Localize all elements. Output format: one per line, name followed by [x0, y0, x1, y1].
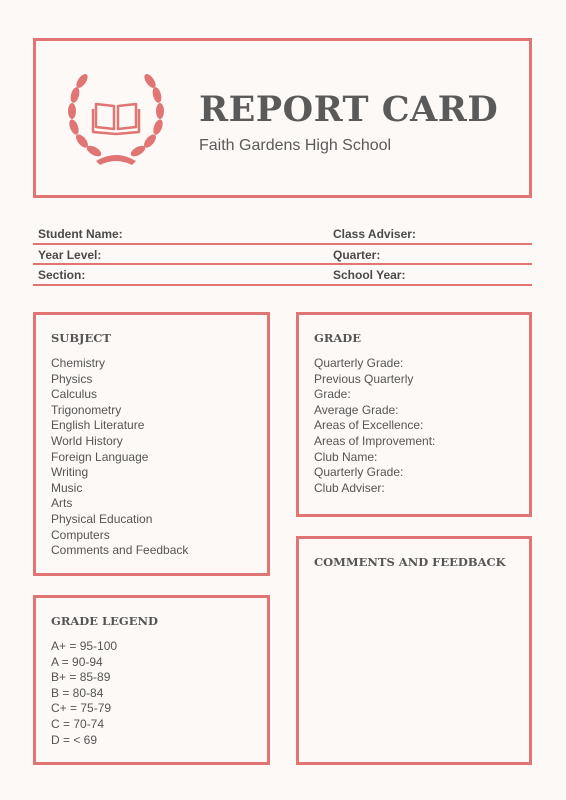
list-item: A+ = 95-100: [51, 639, 118, 653]
list-item: A = 90-94: [51, 654, 103, 669]
list-item: D = < 69: [51, 732, 98, 747]
list-item: Quarterly Grade:: [314, 465, 404, 480]
class-adviser-label: Class Adviser:: [333, 227, 416, 241]
list-item: World History: [51, 433, 123, 448]
list-item: Chemistry: [51, 356, 106, 370]
subject-title: SUBJECT: [51, 331, 111, 345]
info-row: [33, 224, 532, 245]
info-row: [33, 245, 532, 266]
list-item: Grade:: [314, 387, 351, 402]
comments-box: [296, 536, 532, 765]
student-name-label: Student Name:: [38, 227, 123, 241]
school-name: Faith Gardens High School: [199, 137, 392, 154]
list-item: Physical Education: [51, 511, 153, 526]
year-level-label: Year Level:: [38, 247, 102, 262]
info-row: [33, 265, 532, 286]
grade-title: GRADE: [314, 331, 362, 345]
list-item: Physics: [51, 371, 93, 386]
list-item: English Literature: [51, 418, 145, 433]
quarter-label: Quarter:: [333, 247, 381, 262]
subject-list: [51, 356, 188, 559]
list-item: B+ = 85-89: [51, 670, 111, 685]
grade-legend-title: GRADE LEGEND: [51, 614, 158, 628]
list-item: Club Name:: [314, 449, 378, 464]
list-item: Trigonometry: [51, 402, 122, 417]
list-item: Areas of Improvement:: [314, 433, 436, 448]
page-title: REPORT CARD: [199, 89, 499, 130]
list-item: Computers: [51, 527, 110, 542]
list-item: Calculus: [51, 387, 98, 402]
list-item: Areas of Excellence:: [314, 418, 424, 433]
comments-title: COMMENTS AND FEEDBACK: [314, 555, 506, 569]
list-item: Comments and Feedback: [51, 543, 189, 558]
grade-box: [296, 312, 532, 517]
list-item: Average Grade:: [314, 402, 399, 417]
grade-legend-list: [51, 639, 117, 748]
list-item: C = 70-74: [51, 716, 105, 731]
section-label: Section:: [38, 268, 86, 282]
report-header: [33, 38, 532, 198]
student-info: [33, 224, 532, 286]
list-item: Arts: [51, 496, 73, 511]
list-item: Foreign Language: [51, 449, 149, 464]
grade-list: [314, 356, 435, 496]
list-item: Previous Quarterly: [314, 371, 414, 386]
list-item: Writing: [51, 465, 89, 480]
list-item: Quarterly Grade:: [314, 356, 404, 370]
list-item: B = 80-84: [51, 685, 104, 700]
list-item: C+ = 75-79: [51, 701, 112, 716]
grade-legend-box: [33, 595, 270, 765]
list-item: Music: [51, 480, 83, 495]
school-year-label: School Year:: [333, 268, 406, 282]
laurel-book-icon: [66, 71, 166, 171]
subject-box: [33, 312, 270, 576]
list-item: Club Adviser:: [314, 480, 385, 495]
